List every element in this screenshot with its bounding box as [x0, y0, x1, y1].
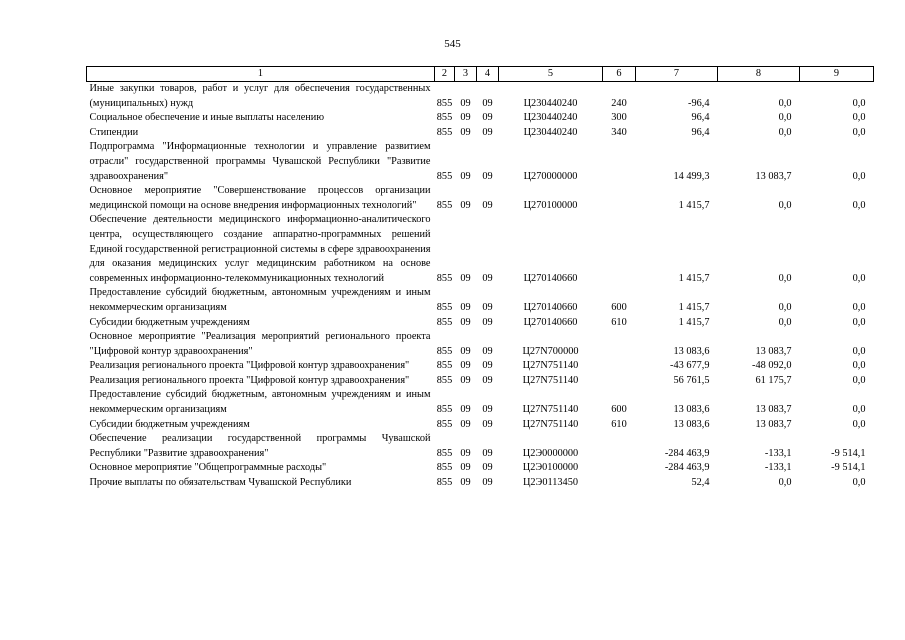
row-col-4: 09	[482, 477, 493, 489]
row-col-7: -284 463,9	[664, 447, 710, 459]
row-col-5: Ц230440240	[523, 97, 578, 109]
row-col-6	[603, 476, 636, 491]
row-name: Стипендии	[89, 126, 139, 138]
row-col-4: 09	[482, 345, 493, 357]
row-col-9: 0,0	[852, 97, 866, 109]
row-col-3: 09	[460, 301, 471, 313]
row-col-6	[603, 184, 636, 213]
row-col-8: 0,0	[778, 112, 792, 124]
header-col-8: 8	[718, 67, 800, 82]
table-row	[87, 82, 874, 112]
row-col-9: 0,0	[852, 374, 866, 386]
header-col-3: 3	[455, 67, 477, 82]
row-col-5: Ц27N751140	[522, 418, 579, 430]
row-col-5: Ц27N751140	[522, 374, 579, 386]
row-col-2: 855	[436, 418, 453, 430]
table-row	[87, 374, 874, 389]
row-col-3: 09	[460, 345, 471, 357]
row-col-7: -96,4	[688, 97, 710, 109]
row-col-7: 1 415,7	[678, 301, 710, 313]
row-col-9: -9 514,1	[831, 462, 866, 474]
row-col-7: 1 415,7	[678, 199, 710, 211]
row-col-6	[603, 374, 636, 389]
row-name: Предоставление субсидий бюджетным, автономным учреждениям и иным некоммерческим организациям	[89, 287, 431, 313]
row-col-3: 09	[460, 404, 471, 416]
row-col-9: 0,0	[852, 199, 866, 211]
row-name: Реализация регионального проекта "Цифровой контур здравоохранения"	[89, 360, 410, 372]
row-col-3: 09	[460, 272, 471, 284]
row-col-4: 09	[482, 360, 493, 372]
header-col-7: 7	[636, 67, 718, 82]
header-col-6: 6	[603, 67, 636, 82]
header-row	[87, 67, 874, 82]
row-col-5: Ц27N751140	[522, 360, 579, 372]
row-name: Прочие выплаты по обязательствам Чувашской Республики	[89, 477, 352, 489]
row-name: Субсидии бюджетным учреждениям	[89, 418, 250, 430]
table-row	[87, 140, 874, 184]
header-col-1: 1	[87, 67, 435, 82]
row-col-7: 96,4	[691, 126, 710, 138]
row-col-6: 600	[611, 301, 627, 313]
row-col-6	[603, 359, 636, 374]
row-col-2: 855	[436, 301, 453, 313]
row-col-9: 0,0	[852, 301, 866, 313]
row-col-9: 0,0	[852, 126, 866, 138]
row-col-4: 09	[482, 97, 493, 109]
row-col-9: 0,0	[852, 404, 866, 416]
row-col-4: 09	[482, 170, 493, 182]
row-col-5: Ц230440240	[523, 112, 578, 124]
table-row	[87, 432, 874, 461]
table-row	[87, 330, 874, 359]
table-row	[87, 461, 874, 476]
row-col-3: 09	[460, 170, 471, 182]
row-col-7: 13 083,6	[673, 404, 710, 416]
row-col-6: 610	[611, 418, 627, 430]
table-row	[87, 286, 874, 315]
row-name: Основное мероприятие "Общепрограммные расходы"	[89, 462, 327, 474]
row-col-5: Ц270140660	[523, 316, 578, 328]
row-col-3: 09	[460, 199, 471, 211]
row-col-9: 0,0	[852, 418, 866, 430]
row-col-2: 855	[436, 126, 453, 138]
row-col-4: 09	[482, 272, 493, 284]
row-col-2: 855	[436, 97, 453, 109]
row-col-6	[603, 330, 636, 359]
row-col-6: 240	[611, 97, 627, 109]
row-name: Реализация регионального проекта "Цифровой контур здравоохранения"	[89, 374, 410, 386]
row-name: Социальное обеспечение и иные выплаты населению	[89, 112, 325, 124]
row-col-7: 1 415,7	[678, 272, 710, 284]
row-col-7: 52,4	[691, 477, 710, 489]
row-col-5: Ц2Э0000000	[522, 447, 579, 459]
row-col-5: Ц270140660	[523, 301, 578, 313]
row-col-3: 09	[460, 97, 471, 109]
row-col-2: 855	[436, 447, 453, 459]
table-row	[87, 213, 874, 286]
table-row	[87, 111, 874, 126]
row-col-7: 14 499,3	[673, 170, 710, 182]
row-col-9: 0,0	[852, 112, 866, 124]
row-col-9: 0,0	[852, 170, 866, 182]
row-col-9: -9 514,1	[831, 447, 866, 459]
row-col-9: 0,0	[852, 272, 866, 284]
page-number: 545	[444, 38, 461, 50]
header-col-4: 4	[477, 67, 499, 82]
row-col-2: 855	[436, 477, 453, 489]
row-col-3: 09	[460, 126, 471, 138]
budget-table	[86, 66, 874, 491]
row-col-6: 600	[611, 404, 627, 416]
row-col-7: 96,4	[691, 112, 710, 124]
row-col-2: 855	[436, 170, 453, 182]
row-col-4: 09	[482, 404, 493, 416]
row-col-2: 855	[436, 199, 453, 211]
header-col-2: 2	[435, 67, 455, 82]
row-col-4: 09	[482, 462, 493, 474]
row-name: Субсидии бюджетным учреждениям	[89, 316, 250, 328]
row-col-6	[603, 213, 636, 286]
row-col-8: -133,1	[764, 447, 792, 459]
table-row	[87, 126, 874, 141]
table-row	[87, 418, 874, 433]
row-col-5: Ц230440240	[523, 126, 578, 138]
row-col-8: 0,0	[778, 126, 792, 138]
row-name: Иные закупки товаров, работ и услуг для обеспечения государственных (муниципальных) нужд	[89, 83, 431, 109]
row-col-8: 13 083,7	[755, 345, 792, 357]
row-name: Основное мероприятие "Совершенствование процессов организации медицинской помощи на основе внедрения информационных технологий"	[89, 185, 431, 211]
row-name: Основное мероприятие "Реализация мероприятий регионального проекта "Цифровой контур здравоохранения"	[89, 331, 431, 357]
table-row	[87, 359, 874, 374]
row-col-3: 09	[460, 316, 471, 328]
row-col-8: -48 092,0	[752, 360, 792, 372]
row-col-4: 09	[482, 112, 493, 124]
row-col-3: 09	[460, 360, 471, 372]
row-col-6: 610	[611, 316, 627, 328]
row-col-7: 56 761,5	[673, 374, 710, 386]
header-col-5: 5	[499, 67, 603, 82]
row-name: Предоставление субсидий бюджетным, автономным учреждениям и иным некоммерческим организациям	[89, 389, 431, 416]
row-col-9: 0,0	[852, 360, 866, 372]
table-row	[87, 184, 874, 213]
row-col-7: 13 083,6	[673, 418, 710, 430]
row-col-8: 13 083,7	[755, 404, 792, 416]
row-col-4: 09	[482, 418, 493, 430]
row-col-3: 09	[460, 477, 471, 489]
row-col-8: 0,0	[778, 199, 792, 211]
row-col-4: 09	[482, 126, 493, 138]
row-col-3: 09	[460, 418, 471, 430]
row-col-6	[603, 461, 636, 476]
table-row	[87, 476, 874, 491]
row-col-2: 855	[436, 360, 453, 372]
row-col-7: -284 463,9	[664, 462, 710, 474]
row-col-9: 0,0	[852, 345, 866, 357]
row-col-5: Ц270100000	[523, 199, 578, 211]
row-col-2: 855	[436, 345, 453, 357]
row-col-3: 09	[460, 374, 471, 386]
row-col-4: 09	[482, 316, 493, 328]
row-col-5: Ц270000000	[523, 170, 578, 182]
row-col-4: 09	[482, 301, 493, 313]
row-col-7: 13 083,6	[673, 345, 710, 357]
row-col-8: 0,0	[778, 477, 792, 489]
row-col-3: 09	[460, 447, 471, 459]
row-col-5: Ц2Э0113450	[522, 477, 579, 489]
row-col-9: 0,0	[852, 316, 866, 328]
row-col-3: 09	[460, 462, 471, 474]
row-col-2: 855	[436, 374, 453, 386]
row-col-2: 855	[436, 112, 453, 124]
row-col-6: 340	[611, 126, 627, 138]
row-name: Подпрограмма "Информационные технологии и управление развитием отрасли" государственной программы Чувашской Республики "Развитие здравоохранения"	[89, 141, 431, 182]
row-col-6	[603, 140, 636, 184]
row-col-9: 0,0	[852, 477, 866, 489]
row-col-2: 855	[436, 404, 453, 416]
row-col-3: 09	[460, 112, 471, 124]
row-name: Обеспечение деятельности медицинского информационно-аналитического центра, осуществляющего создание аппаратно-программных решений Единой государственной регистрационной системы в сфере здравоохранения для оказания медицинских услуг медицинским работником на основе современных информационно-телекоммуникационных технологий	[89, 214, 431, 284]
row-col-8: 0,0	[778, 97, 792, 109]
row-col-6: 300	[611, 112, 627, 124]
row-col-4: 09	[482, 374, 493, 386]
row-col-8: -133,1	[764, 462, 792, 474]
row-col-8: 0,0	[778, 316, 792, 328]
row-col-4: 09	[482, 447, 493, 459]
row-col-2: 855	[436, 316, 453, 328]
row-col-6	[603, 432, 636, 461]
row-name: Обеспечение реализации государственной программы Чувашской Республики "Развитие здравоохранения"	[89, 433, 431, 459]
table-row	[87, 388, 874, 417]
row-col-7: -43 677,9	[670, 360, 710, 372]
row-col-2: 855	[436, 272, 453, 284]
header-col-9: 9	[800, 67, 874, 82]
row-col-8: 13 083,7	[755, 170, 792, 182]
row-col-8: 0,0	[778, 272, 792, 284]
row-col-2: 855	[436, 462, 453, 474]
row-col-4: 09	[482, 199, 493, 211]
row-col-5: Ц27N751140	[522, 404, 579, 416]
row-col-5: Ц270140660	[523, 272, 578, 284]
row-col-8: 61 175,7	[755, 374, 792, 386]
row-col-5: Ц27N700000	[522, 345, 579, 357]
table-row	[87, 316, 874, 331]
row-col-7: 1 415,7	[678, 316, 710, 328]
row-col-8: 0,0	[778, 301, 792, 313]
table-body	[87, 82, 874, 491]
row-col-5: Ц2Э0100000	[522, 462, 579, 474]
row-col-8: 13 083,7	[755, 418, 792, 430]
